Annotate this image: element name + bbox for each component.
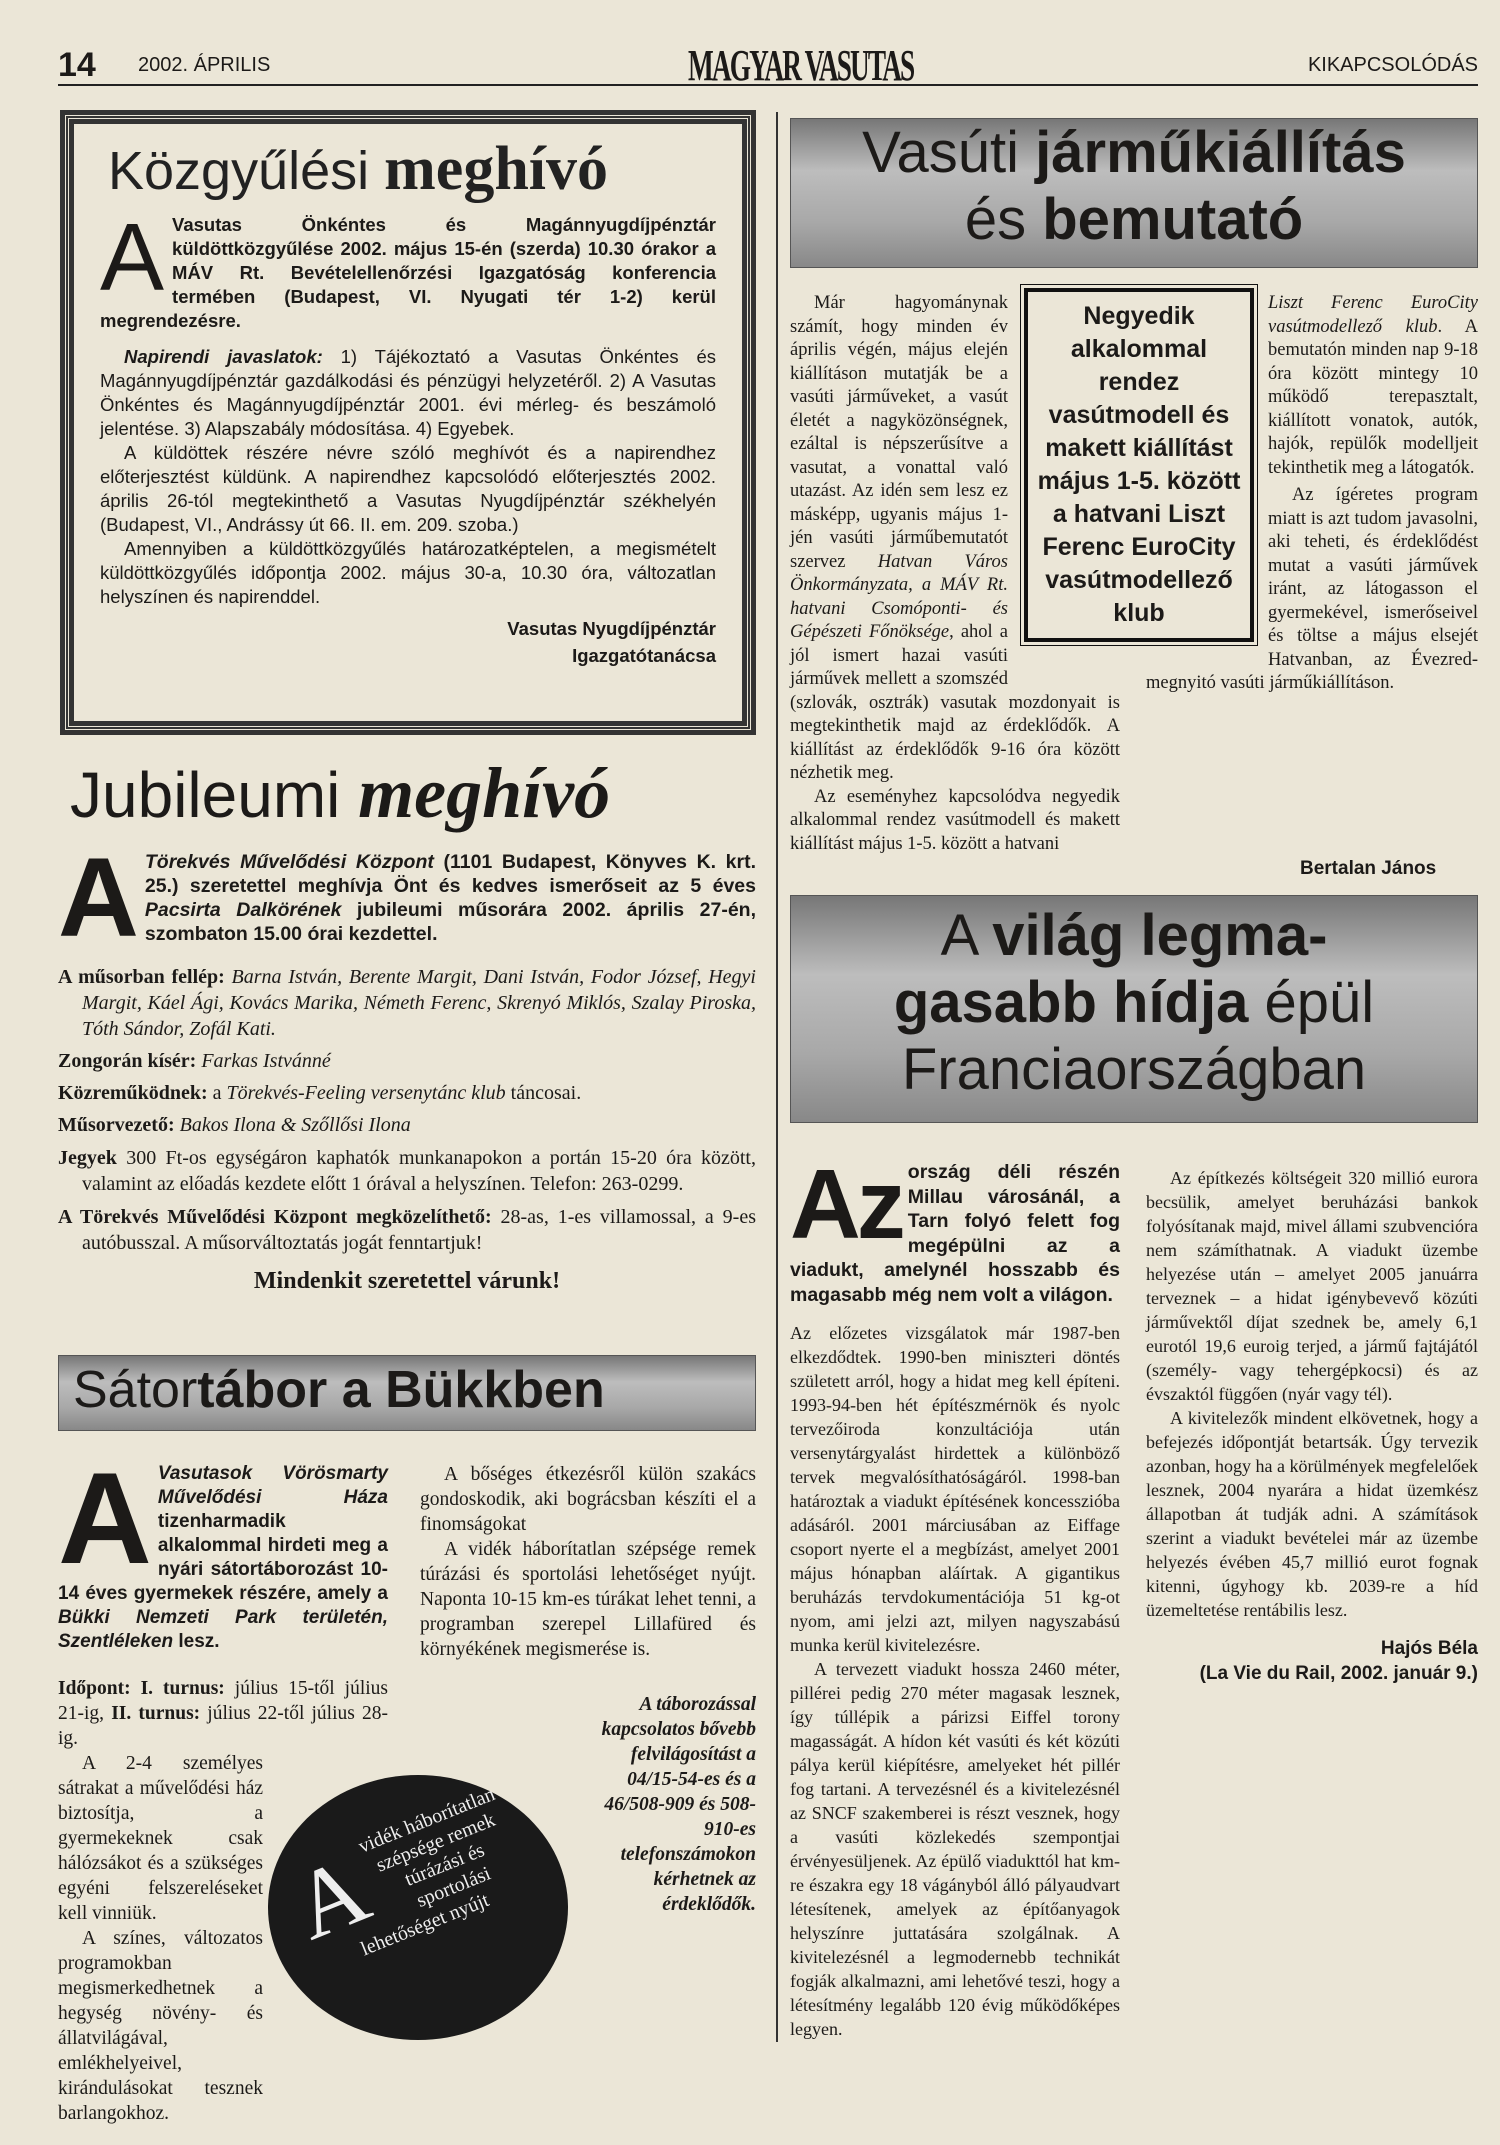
jubilee-article [58,835,757,1295]
paragraph: Liszt Ferenc EuroCity vasútmodellező klub. A bemutatón minden nap 9-18 óra között mintegy 10 működő terepasztalt, kiállított vonatok, autók, hajók, repülők modelljeit tekinthetik meg a látogatók. [1268,293,1478,478]
access-info: A Törekvés Művelődési Központ megközelíthető: 28-as, 1-es villamossal, a 9-es autóbusszal. A műsorváltoztatás jogát fenntartjuk! [58,1206,756,1254]
paragraph: A küldöttek részére névre szóló meghívót és a napirendhez előterjesztést küldünk. A napirendhez kapcsolódó előterjesztés 2002. április 26-tól megtekinthető a Vasutas Nyugdíjpénztár székhelyén (Budapest, VI., Andrássy út 66. II. em. 209. szoba.) [100,442,716,535]
paragraph: A tervezett viadukt hossza 2460 méter, pillérei pedig 270 méter magasak lesznek, így túllépik a párizsi Eiffel torony magasságát. A hídon két vasúti és két közúti pálya kerül kiépítésre, amelyeket hét pillér fog tartani. A tervezésnél és a kivitelezésnél az SNCF szakemberei is részt vesznek, hogy a vasúti közlekedés szempontjai érvényesüljenek. Az épülő viadukttól hat km-re északra egy 18 vágányból álló pályaudvart létesítenek, amelyek az építőanyagok helyszínre juttatására szolgálnak. A kivitelezésnél a legmodernebb technikát fogják alkalmazni, ami lehetővé teszi, hogy a létesítmény legalább 120 évig működőképes legyen. [790,1659,1120,2039]
drop-cap: A [100,204,165,311]
pianist: Zongorán kísér: Farkas Istvánné [58,1050,331,1072]
host: Műsorvezető: Bakos Ilona & Szőllősi Ilona [58,1114,411,1136]
paragraph: A vidék háborítatlan szépsége remek túrázási és sportolási lehetőséget nyújt. Naponta 10-15 km-es túrákat lehet tenni, a programban szerepel Lillafüred és környékének megismerése is. [420,1539,756,1660]
masthead-logo: MAGYAR VASUTAS [688,41,914,90]
assembly-invitation-box [60,110,756,735]
page-header [58,40,1478,90]
contact-info: A táborozással kapcsolatos bővebb felvilágosítást a 04/15-54-es és a 46/508-909 és 508-910-es telefonszámokon kérhetnek az érdeklődők. [601,1694,756,1915]
author-credit: Hajós Béla (La Vie du Rail, 2002. január 9.) [1199,1638,1478,1684]
drop-cap: A [58,835,139,960]
lead-paragraph: A Vasutasok Vörösmarty Művelődési Háza tizenharmadik alkalommal hirdeti meg a nyári sátortáborozást 10-14 éves gyermekek részére, amely a Bükki Nemzeti Park területén, Szentléleken lesz. [58,1445,388,1652]
agenda-paragraph: Napirendi javaslatok: 1) Tájékoztató a Vasutas Önkéntes és Magánnyugdíjpénztár gazdálkodási és pénzügyi helyzetéről. 2) A Vasutas Önkéntes és Magánnyugdíjpénztár 2001. évi mérleg- és beszámoló jelentése. 3) Alapszabály módosítása. 4) Egyebek. [100,346,717,439]
article-title-banner: Vasúti járműkiállítás és bemutató [790,118,1478,268]
article-title: Jubileumi meghívó [70,753,611,833]
paragraph: A kivitelezők mindent elkövetnek, hogy a befejezés időpontját betartsák. Úgy tervezik azonban, hogy ha a körülmények megfelelőek lesznek, 2004 nyarára a hidat üzemkész állapotban át tudják adni. A számítások szerint a viadukt bevételei már az üzembe helyezés évében 45,7 millió eurot fognak kitenni, úgyhogy kb. 2039-re a híd üzemeltetése rentábilis lesz. [1146,1408,1478,1620]
paragraph: A színes, változatos programokban megismerkedhetnek a hegység növény- és állatvilágával, emlékhelyeivel, kirándulásokat tesznek barlangokhoz. [58,1928,263,2124]
paragraph: Az építkezés költségeit 320 millió eurora becsülik, amelyet beruházási bankok folyósítanak majd, mivel állami szubvencióra nem számíthatnak. A viadukt üzembe helyezése után – amelyet 2005 januárra terveznek – a hidat igénybevevő közúti járművektől díjat szednek be, amely 6,1 eurotól 19,6 euroig terjed, a jármű fajtájától (személy- vagy tehergépkocsi) és az évszaktól függően (nyár vagy tél). [1146,1168,1478,1404]
lead-paragraph: A Vasutas Önkéntes és Magánnyugdíjpénztár küldöttközgyűlése 2002. május 15-én (szerda) 10.30 órakor a MÁV Rt. Bevételellenőrzési Igazgatóság konferencia termében (Budapest, VI. Nyugati tér 1-2) kerül megrendezésre. [100,204,716,331]
pull-quote: A vidék háborítatlan szépsége remek túrázási és sportolási lehetőséget nyújt [278,1783,499,1961]
issue-date: 2002. ÁPRILIS [138,54,271,76]
author: Bertalan János [1300,858,1437,879]
contributors: Közreműködnek: a Törekvés-Feeling versenytánc klub táncosai. [58,1082,582,1104]
drop-cap: Az [790,1149,902,1259]
tickets-info: Jegyek 300 Ft-os egységáron kaphatók munkanapokon a portán 15-20 óra között, valamint az előadás kezdete előtt 1 órával a helyszínen. Telefon: 263-0299. [58,1147,756,1195]
article-title-banner: Sátortábor a Bükkben [58,1355,756,1431]
paragraph: Az előzetes vizsgálatok már 1987-ben elkezdődtek. 1990-ben miniszteri döntés született arról, hogy a hidat meg kell építeni. 1993-94-ben hét építészmérnök és nyolc tervezőiroda konzultációja után versenytárgyalást hirdettek a különböző tervek megvalósíthatóságáról. 1998-ban határoztak a viadukt építésének koncesszióba adásáról. 2001 márciusában az Eiffage csoport nyerte el a megbízást, amelyet 2001 május hónapban aláírtak. A gigantikus beruházás tervdokumentációja 51 kg-ot nyom, ami jelzi azt, milyen nagyszabású munka kerül kivitelezésre. [790,1323,1120,1655]
dates: Időpont: I. turnus: július 15-től július 21-ig, II. turnus: július 22-től július 28-ig. [58,1678,388,1749]
article-title: Közgyűlési meghívó [108,135,609,203]
paragraph: Amennyiben a küldöttközgyűlés határozatképtelen, a megismételt küldöttközgyűlés időpontja 2002. május 30-a, 10.30 óra, változatlan helyszínen és napirenddel. [100,538,716,607]
paragraph: Az eseményhez kapcsolódva negyedik alkalommal rendez vasútmodell és makett kiállítást május 1-5. között a hatvani [790,786,1120,854]
paragraph: A bőséges étkezésről külön szakács gondoskodik, aki bográcsban készíti el a finomságokat [420,1464,756,1535]
signature: Vasutas Nyugdíjpénztár Igazgatótanácsa [507,618,716,666]
bridge-article-left [790,1149,1120,2041]
highlight-box: Negyedik alkalommal rendez vasútmodell és makett kiállítást május 1-5. között a hatvani Liszt Ferenc EuroCity vasútmodellező klub [1024,288,1254,642]
drop-cap: A [58,1445,152,1591]
bridge-article-right [1146,1160,1478,1686]
performers: A műsorban fellép: Barna István, Berente Margit, Dani István, Fodor József, Hegyi Margit, Káel Ági, Kovács Marika, Németh Ferenc, Skrenyó Miklós, Szalay Piroska, Tóth Sándor, Zofál Kati. [58,966,756,1040]
article-title-banner: A világ legma- gasabb hídja épül Franciaországban [790,895,1478,1123]
closing-line: Mindenkit szeretettel várunk! [253,1268,561,1294]
section-name: KIKAPCSOLÓDÁS [1307,54,1478,76]
lead-paragraph: Az ország déli részén Millau városánál, a Tarn folyó felett fog megépülni az a viadukt, amelynél hosszabb és magasabb még nem volt a világon. [790,1149,1120,1306]
paragraph: Már hagyománynak számít, hogy minden év április végén, május elején kiállításon mutatják be a vasúti járműveket, a vasút életét a nagyközönségnek, ezáltal is népszerűsítve a vasutat, a vonattal való utazást. Az idén sem lesz ez másképp, ugyanis május 1-jén vasúti járműbemutatót szervez Hatvan Város Önkormányzata, a MÁV Rt. hatvani Csomóponti- és Gépészeti Főnöksége, ahol a jól ismert hazai vasúti járművek mellett a szomszéd (szlovák, osztrák) vasutak mozdonyait is megtekinthetik majd az érdeklődők. A kiállítást az érdeklődők 9-16 óra között nézhetik meg. [790,293,1120,783]
column-divider [776,112,778,2042]
lead-paragraph: A Törekvés Művelődési Központ (1101 Budapest, Könyves K. krt. 25.) szeretettel meghívja Önt és kedves ismerőseit az 5 éves Pacsirta Dalkörének jubileumi műsorára 2002. április 27-én, szombaton 15.00 órai kezdettel. [58,835,757,960]
page-number: 14 [58,46,96,84]
paragraph: Az ígéretes program miatt is azt tudom javasolni, aki teheti, és érdeklődést mutat a vasúti járművek iránt, az látogasson el gyermekével, ismerőseivel és töltse a május elsejét Hatvanban, az Évezred-megnyitó vasúti járműkiállításon. [1146,485,1478,693]
paragraph: A 2-4 személyes sátrakat a művelődési ház biztosítja, a gyermekeknek csak hálózsákot és a szükséges egyéni felszereléseket kell vinniük. [58,1753,263,1924]
